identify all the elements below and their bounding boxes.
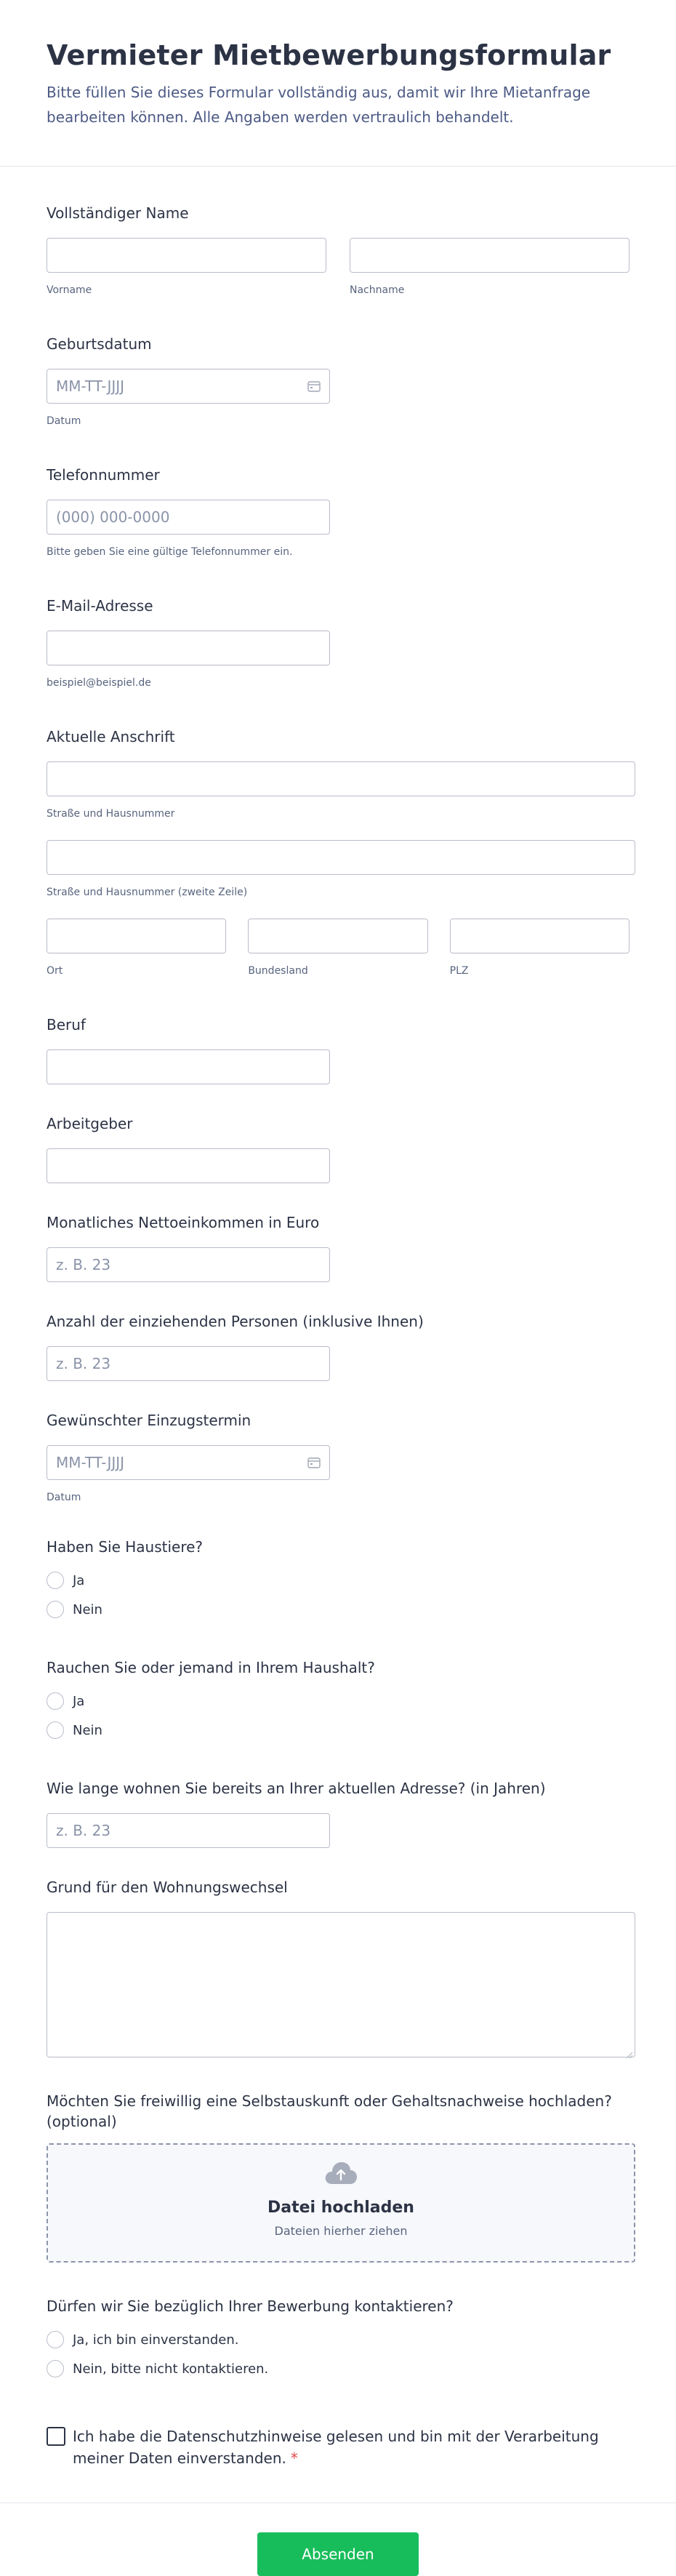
form-footer <box>0 2503 676 2576</box>
occupation-field <box>47 1015 629 1084</box>
pets-option-no-label: Nein <box>73 1601 102 1617</box>
occupants-input[interactable] <box>47 1346 330 1381</box>
street2-sublabel: Straße und Hausnummer (zweite Zeile) <box>47 887 248 898</box>
full-name-field <box>47 203 629 296</box>
upload-label: Möchten Sie freiwillig eine Selbstauskunft oder Gehaltsnachweise hochladen? (optional) <box>47 2092 612 2130</box>
phone-label: Telefonnummer <box>47 466 160 484</box>
move-in-input[interactable] <box>47 1445 330 1480</box>
occupants-label: Anzahl der einziehenden Personen (inklusive Ihnen) <box>47 1313 424 1330</box>
calendar-icon[interactable] <box>307 380 321 392</box>
occupants-placeholder: z. B. 23 <box>56 1355 111 1372</box>
last-name-sublabel: Nachname <box>350 284 405 296</box>
city-input[interactable] <box>47 919 226 953</box>
contact-label: Dürfen wir Sie bezüglich Ihrer Bewerbung kontaktieren? <box>47 2297 454 2315</box>
birthdate-field <box>47 334 629 427</box>
years-field <box>47 1778 629 1848</box>
full-name-label: Vollständiger Name <box>47 204 189 222</box>
birthdate-label: Geburtsdatum <box>47 335 152 353</box>
street2-input[interactable] <box>47 840 635 875</box>
smoking-option-yes[interactable] <box>47 1687 629 1716</box>
income-label: Monatliches Nettoeinkommen in Euro <box>47 1214 320 1231</box>
required-asterisk: * <box>290 2449 298 2467</box>
phone-sublabel: Bitte geben Sie eine gültige Telefonnummer ein. <box>47 546 293 558</box>
occupation-label: Beruf <box>47 1016 86 1033</box>
occupation-input[interactable] <box>47 1049 330 1084</box>
application-form <box>0 203 676 2469</box>
contact-field <box>47 2296 629 2383</box>
income-placeholder: z. B. 23 <box>56 1256 111 1273</box>
years-input[interactable] <box>47 1813 330 1848</box>
pets-option-yes-label: Ja <box>73 1572 85 1588</box>
address-field <box>47 727 629 977</box>
birthdate-placeholder: MM-TT-JJJJ <box>56 377 125 395</box>
reason-label: Grund für den Wohnungswechsel <box>47 1879 288 1896</box>
smoking-option-no[interactable] <box>47 1716 629 1745</box>
reason-field <box>47 1877 629 2057</box>
first-name-input[interactable] <box>47 238 326 273</box>
upload-subtitle: Dateien hierher ziehen <box>274 2224 408 2238</box>
radio-button[interactable] <box>47 1601 64 1618</box>
email-input[interactable] <box>47 631 330 665</box>
zip-sublabel: PLZ <box>449 965 469 977</box>
upload-field <box>47 2091 629 2263</box>
city-sublabel: Ort <box>47 965 63 977</box>
contact-option-yes-label: Ja, ich bin einverstanden. <box>73 2332 239 2348</box>
resize-handle-icon[interactable] <box>626 2048 633 2055</box>
pets-field <box>47 1537 629 1624</box>
smoking-option-yes-label: Ja <box>73 1693 85 1709</box>
radio-button[interactable] <box>47 1692 64 1710</box>
state-input[interactable] <box>248 919 427 953</box>
submit-button[interactable]: Absenden <box>257 2532 419 2576</box>
file-upload-dropzone[interactable] <box>47 2143 635 2263</box>
cloud-upload-icon <box>323 2161 358 2188</box>
move-in-label: Gewünschter Einzugstermin <box>47 1412 252 1429</box>
employer-input[interactable] <box>47 1148 330 1183</box>
form-description: Bitte füllen Sie dieses Formular vollständig aus, damit wir Ihre Mietanfrage bearbeiten können. Alle Angaben werden vertraulich behandelt. <box>47 84 591 126</box>
address-label: Aktuelle Anschrift <box>47 728 175 745</box>
move-in-sublabel: Datum <box>47 1492 81 1503</box>
zip-input[interactable] <box>450 919 629 953</box>
email-field <box>47 596 629 689</box>
last-name-input[interactable] <box>350 238 629 273</box>
smoking-option-no-label: Nein <box>73 1722 102 1738</box>
consent-field <box>47 2425 629 2469</box>
state-sublabel: Bundesland <box>248 965 308 977</box>
smoking-label: Rauchen Sie oder jemand in Ihrem Haushalt? <box>47 1659 375 1676</box>
phone-placeholder: (000) 000-0000 <box>56 508 170 526</box>
street1-sublabel: Straße und Hausnummer <box>47 808 175 820</box>
phone-input[interactable] <box>47 500 330 535</box>
contact-option-no[interactable] <box>47 2354 629 2383</box>
move-in-field <box>47 1410 629 1503</box>
pets-option-no[interactable] <box>47 1595 629 1624</box>
consent-checkbox[interactable] <box>47 2427 65 2446</box>
pets-option-yes[interactable] <box>47 1566 629 1595</box>
income-input[interactable] <box>47 1247 330 1282</box>
page-title: Vermieter Mietbewerbungsformular <box>47 39 611 71</box>
birthdate-input[interactable] <box>47 369 330 404</box>
contact-option-yes[interactable] <box>47 2325 629 2354</box>
consent-text-wrap <box>73 2425 629 2469</box>
move-in-placeholder: MM-TT-JJJJ <box>56 1454 125 1471</box>
upload-title: Datei hochladen <box>267 2199 414 2217</box>
radio-button[interactable] <box>47 2360 64 2377</box>
street1-input[interactable] <box>47 761 635 796</box>
calendar-icon[interactable] <box>307 1457 321 1468</box>
smoking-field <box>47 1657 629 1745</box>
birthdate-sublabel: Datum <box>47 415 81 427</box>
income-field <box>47 1212 629 1282</box>
radio-button[interactable] <box>47 2331 64 2348</box>
employer-label: Arbeitgeber <box>47 1115 133 1132</box>
radio-button[interactable] <box>47 1572 64 1589</box>
employer-field <box>47 1113 629 1183</box>
first-name-sublabel: Vorname <box>47 284 92 296</box>
radio-button[interactable] <box>47 1721 64 1739</box>
occupants-field <box>47 1311 629 1381</box>
pets-label: Haben Sie Haustiere? <box>47 1538 204 1556</box>
phone-field <box>47 465 629 558</box>
years-label: Wie lange wohnen Sie bereits an Ihrer aktuellen Adresse? (in Jahren) <box>47 1780 546 1797</box>
form-header <box>0 0 676 167</box>
years-placeholder: z. B. 23 <box>56 1822 111 1839</box>
consent-text: Ich habe die Datenschutzhinweise gelesen und bin mit der Verarbeitung meiner Daten einverstanden. <box>73 2428 599 2467</box>
contact-option-no-label: Nein, bitte nicht kontaktieren. <box>73 2361 269 2377</box>
reason-textarea[interactable] <box>47 1912 635 2057</box>
email-label: E-Mail-Adresse <box>47 597 153 615</box>
email-sublabel: beispiel@beispiel.de <box>47 677 151 689</box>
